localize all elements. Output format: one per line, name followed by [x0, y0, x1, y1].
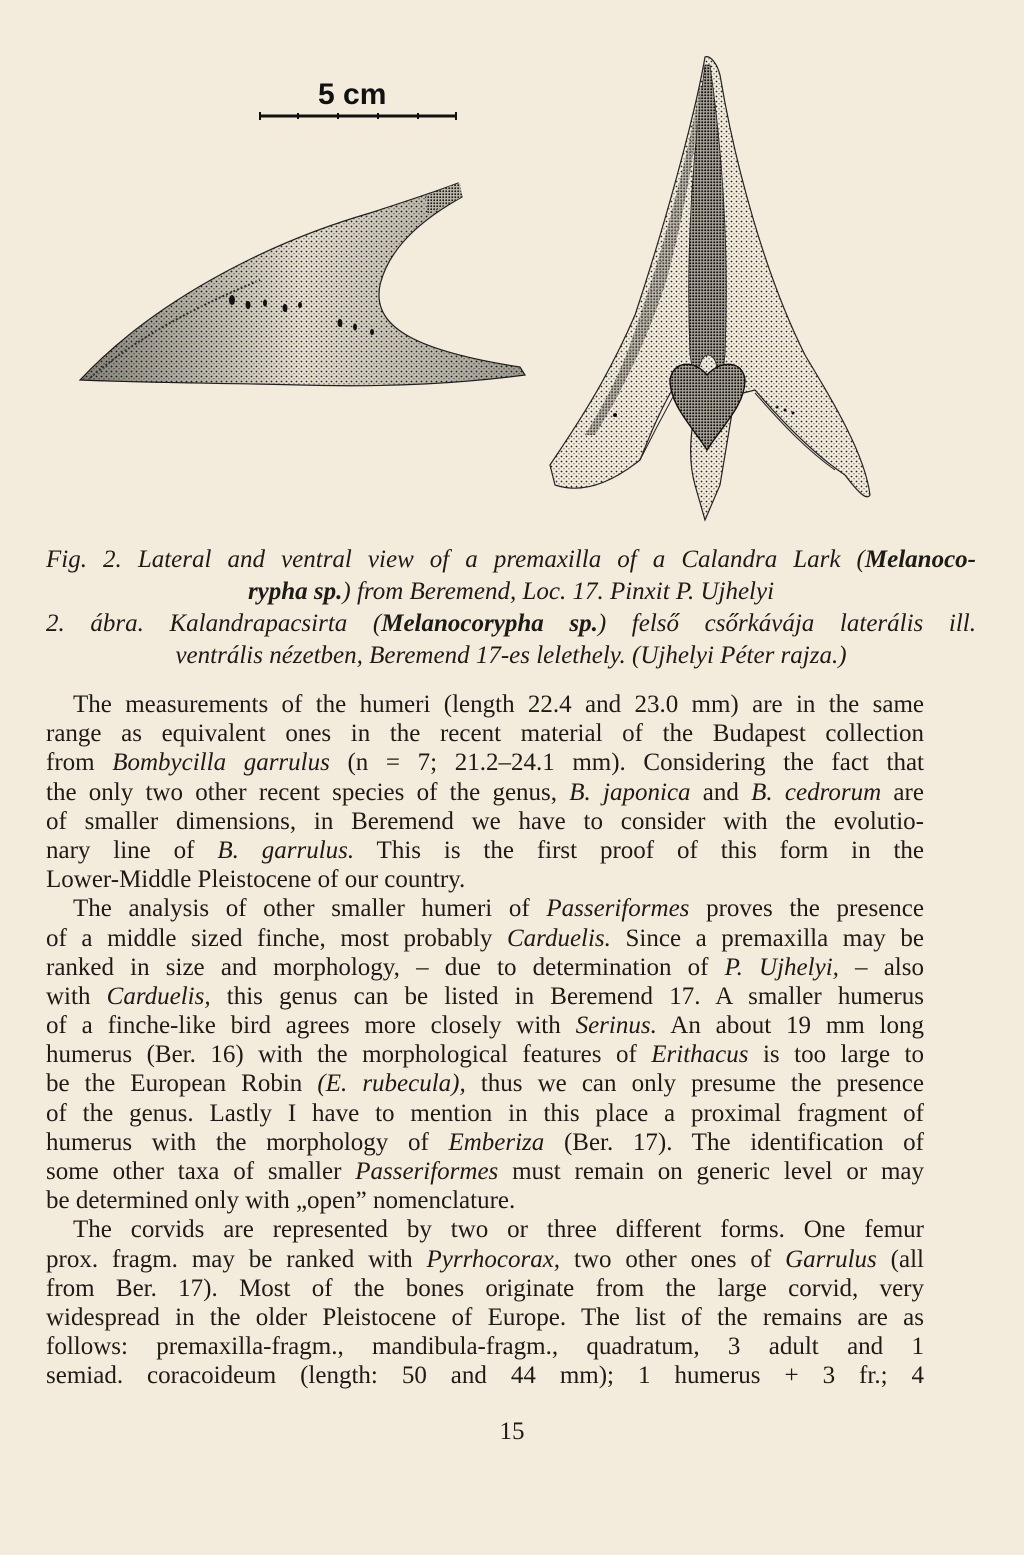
- text-line: follows: premaxilla-fragm., mandibula-fragm., quadratum, 3 adult and 1: [46, 1333, 924, 1361]
- text-line: ranked in size and morphology, – due to determination of P. Ujhelyi, – also: [46, 953, 924, 981]
- paragraph-2: [46, 894, 924, 1215]
- text-line: The corvids are represented by two or three different forms. One femur: [73, 1216, 924, 1244]
- text-line: with Carduelis, this genus can be listed in Beremend 17. A smaller humerus: [46, 982, 924, 1010]
- text-line: be the European Robin (E. rubecula), thus we can only presume the presence: [46, 1070, 924, 1098]
- text-line: nary line of B. garrulus. This is the first proof of this form in the: [46, 836, 925, 864]
- text-line: of the genus. Lastly I have to mention in this place a proximal fragment of: [46, 1099, 924, 1127]
- text-line: of a finche-like bird agrees more closely with Serinus. An about 19 mm long: [46, 1012, 925, 1040]
- text-line: humerus (Ber. 16) with the morphological features of Erithacus is too large to: [46, 1041, 924, 1069]
- paragraph-3: [46, 1215, 924, 1390]
- caption-hu-line-1: 2. ábra. Kalandrapacsirta (Melanocorypha sp.) felső csőrkávája laterális ill.: [46, 610, 976, 637]
- text-line: some other taxa of smaller Passeriformes must remain on generic level or may: [46, 1158, 924, 1185]
- premaxilla-ventral-view-drawing: [545, 55, 875, 525]
- scale-bar: [258, 110, 458, 122]
- text-line: The analysis of other smaller humeri of Passeriformes proves the presence: [73, 895, 924, 923]
- text-line: widespread in the older Pleistocene of Europe. The list of the remains are as: [46, 1303, 924, 1331]
- text-line: prox. fragm. may be ranked with Pyrrhocorax, two other ones of Garrulus (all: [46, 1245, 924, 1273]
- text-line: The measurements of the humeri (length 22.4 and 23.0 mm) are in the same: [73, 691, 924, 718]
- paragraph-1: [46, 690, 924, 894]
- figure-2: [0, 0, 1024, 540]
- caption-hu-line-2: ventrális nézetben, Beremend 17-es lelethely. (Ujhelyi Péter rajza.): [175, 642, 847, 669]
- text-line: the only two other recent species of the genus, B. japonica and B. cedrorum are: [46, 778, 924, 806]
- body-text: [46, 690, 924, 1391]
- premaxilla-lateral-view-drawing: [70, 175, 530, 390]
- text-line: of smaller dimensions, in Beremend we have to consider with the evolutio-: [46, 807, 924, 835]
- figure-caption: [46, 544, 976, 672]
- text-line: of a middle sized finche, most probably Carduelis. Since a premaxilla may be: [46, 924, 924, 952]
- text-line: from Ber. 17). Most of the bones originate from the large corvid, very: [46, 1274, 924, 1302]
- text-line: semiad. coracoideum (length: 50 and 44 mm); 1 humerus + 3 fr.; 4: [46, 1362, 924, 1390]
- caption-en-line-2: rypha sp.) from Beremend, Loc. 17. Pinxit P. Ujhelyi: [247, 578, 775, 605]
- caption-en-line-1: Fig. 2. Lateral and ventral view of a premaxilla of a Calandra Lark (Melanoco-: [46, 546, 976, 573]
- text-line: from Bombycilla garrulus (n = 7; 21.2–24.1 mm). Considering the fact that: [46, 749, 924, 777]
- text-line: range as equivalent ones in the recent material of the Budapest collection: [46, 720, 924, 748]
- page-number: 15: [499, 1418, 525, 1445]
- text-line: humerus with the morphology of Emberiza (Ber. 17). The identification of: [46, 1128, 924, 1156]
- scale-bar-label: 5 cm: [318, 78, 387, 111]
- text-line: be determined only with „open” nomenclature.: [46, 1187, 516, 1215]
- text-line: Lower-Middle Pleistocene of our country.: [46, 866, 466, 894]
